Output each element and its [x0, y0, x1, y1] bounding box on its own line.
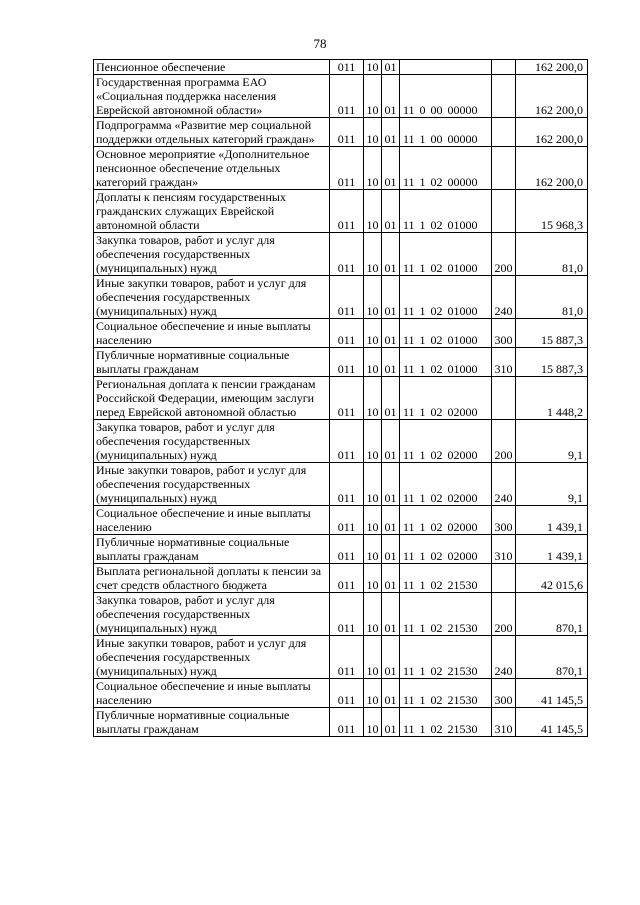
- row-section-code: 10: [364, 377, 382, 420]
- row-expense-type: 240: [492, 636, 516, 679]
- table-row: [94, 636, 588, 679]
- row-subsection-code: 01: [382, 319, 400, 348]
- row-name: Иные закупки товаров, работ и услуг для обеспечения государственных (муниципальных) нужд: [94, 636, 330, 679]
- budget-table: [93, 59, 588, 737]
- page-number: 78: [313, 36, 327, 51]
- row-amount: 162 200,0: [516, 60, 588, 75]
- row-subsection-code: 01: [382, 506, 400, 535]
- row-admin-code: 011: [330, 60, 364, 75]
- row-expense-type: 310: [492, 708, 516, 737]
- row-name: Подпрограмма «Развитие мер социальной поддержки отдельных категорий граждан»: [94, 118, 330, 147]
- row-admin-code: 011: [330, 593, 364, 636]
- row-subsection-code: 01: [382, 535, 400, 564]
- row-amount: 162 200,0: [516, 118, 588, 147]
- table-row: [94, 593, 588, 636]
- row-target-code: 11 1 02 02000: [400, 463, 492, 506]
- row-admin-code: 011: [330, 708, 364, 737]
- row-name: Государственная программа ЕАО «Социальная поддержка населения Еврейской автономной области»: [94, 75, 330, 118]
- row-name: Пенсионное обеспечение: [94, 60, 330, 75]
- row-expense-type: 300: [492, 679, 516, 708]
- row-amount: 41 145,5: [516, 679, 588, 708]
- row-amount: 81,0: [516, 233, 588, 276]
- table-row: [94, 75, 588, 118]
- row-target-code: 11 1 02 01000: [400, 319, 492, 348]
- table-row: [94, 276, 588, 319]
- row-admin-code: 011: [330, 319, 364, 348]
- row-name: Региональная доплата к пенсии гражданам Российской Федерации, имеющим заслуги перед Еврейской автономной областью: [94, 377, 330, 420]
- row-expense-type: 200: [492, 233, 516, 276]
- row-amount: 870,1: [516, 636, 588, 679]
- row-section-code: 10: [364, 118, 382, 147]
- row-subsection-code: 01: [382, 636, 400, 679]
- row-section-code: 10: [364, 276, 382, 319]
- row-target-code: 11 1 02 21530: [400, 636, 492, 679]
- row-target-code: 11 1 02 02000: [400, 506, 492, 535]
- row-section-code: 10: [364, 593, 382, 636]
- row-name: Доплаты к пенсиям государственных гражданских служащих Еврейской автономной области: [94, 190, 330, 233]
- row-target-code: 11 1 02 02000: [400, 535, 492, 564]
- row-expense-type: [492, 377, 516, 420]
- row-subsection-code: 01: [382, 377, 400, 420]
- row-admin-code: 011: [330, 276, 364, 319]
- row-amount: 15 968,3: [516, 190, 588, 233]
- row-subsection-code: 01: [382, 147, 400, 190]
- row-expense-type: 310: [492, 535, 516, 564]
- row-expense-type: 310: [492, 348, 516, 377]
- row-admin-code: 011: [330, 463, 364, 506]
- row-section-code: 10: [364, 75, 382, 118]
- row-admin-code: 011: [330, 636, 364, 679]
- row-subsection-code: 01: [382, 348, 400, 377]
- row-expense-type: [492, 60, 516, 75]
- row-name: Публичные нормативные социальные выплаты гражданам: [94, 708, 330, 737]
- table-row: [94, 535, 588, 564]
- row-target-code: 11 1 02 02000: [400, 377, 492, 420]
- row-admin-code: 011: [330, 190, 364, 233]
- row-target-code: 11 1 02 01000: [400, 276, 492, 319]
- table-row: [94, 377, 588, 420]
- row-subsection-code: 01: [382, 118, 400, 147]
- row-section-code: 10: [364, 190, 382, 233]
- table-row: [94, 319, 588, 348]
- row-section-code: 10: [364, 708, 382, 737]
- row-subsection-code: 01: [382, 593, 400, 636]
- row-amount: 15 887,3: [516, 348, 588, 377]
- row-target-code: 11 1 02 01000: [400, 190, 492, 233]
- row-name: Социальное обеспечение и иные выплаты населению: [94, 679, 330, 708]
- row-target-code: 11 1 02 01000: [400, 348, 492, 377]
- row-admin-code: 011: [330, 377, 364, 420]
- row-target-code: 11 1 02 21530: [400, 679, 492, 708]
- row-subsection-code: 01: [382, 190, 400, 233]
- table-row: [94, 147, 588, 190]
- row-target-code: 11 0 00 00000: [400, 75, 492, 118]
- row-expense-type: 200: [492, 420, 516, 463]
- row-admin-code: 011: [330, 420, 364, 463]
- row-amount: 41 145,5: [516, 708, 588, 737]
- row-name: Закупка товаров, работ и услуг для обеспечения государственных (муниципальных) нужд: [94, 593, 330, 636]
- row-section-code: 10: [364, 420, 382, 463]
- row-amount: 9,1: [516, 420, 588, 463]
- row-name: Социальное обеспечение и иные выплаты населению: [94, 506, 330, 535]
- row-name: Закупка товаров, работ и услуг для обеспечения государственных (муниципальных) нужд: [94, 233, 330, 276]
- row-expense-type: 200: [492, 593, 516, 636]
- row-expense-type: 240: [492, 463, 516, 506]
- row-subsection-code: 01: [382, 420, 400, 463]
- row-expense-type: 300: [492, 319, 516, 348]
- row-admin-code: 011: [330, 233, 364, 276]
- row-expense-type: [492, 118, 516, 147]
- row-admin-code: 011: [330, 679, 364, 708]
- row-target-code: 11 1 00 00000: [400, 118, 492, 147]
- row-admin-code: 011: [330, 118, 364, 147]
- row-expense-type: 300: [492, 506, 516, 535]
- row-expense-type: 240: [492, 276, 516, 319]
- row-section-code: 10: [364, 564, 382, 593]
- row-amount: 162 200,0: [516, 75, 588, 118]
- row-subsection-code: 01: [382, 276, 400, 319]
- row-section-code: 10: [364, 636, 382, 679]
- row-subsection-code: 01: [382, 463, 400, 506]
- row-target-code: 11 1 02 21530: [400, 708, 492, 737]
- row-amount: 870,1: [516, 593, 588, 636]
- row-section-code: 10: [364, 233, 382, 276]
- row-target-code: 11 1 02 21530: [400, 593, 492, 636]
- row-expense-type: [492, 147, 516, 190]
- row-section-code: 10: [364, 348, 382, 377]
- row-name: Выплата региональной доплаты к пенсии за счет средств областного бюджета: [94, 564, 330, 593]
- row-amount: 1 439,1: [516, 535, 588, 564]
- row-section-code: 10: [364, 679, 382, 708]
- table-row: [94, 679, 588, 708]
- row-section-code: 10: [364, 60, 382, 75]
- row-expense-type: [492, 564, 516, 593]
- row-expense-type: [492, 75, 516, 118]
- table-row: [94, 118, 588, 147]
- row-subsection-code: 01: [382, 564, 400, 593]
- row-name: Основное мероприятие «Дополнительное пенсионное обеспечение отдельных категорий граждан»: [94, 147, 330, 190]
- row-subsection-code: 01: [382, 679, 400, 708]
- row-admin-code: 011: [330, 348, 364, 377]
- row-amount: 81,0: [516, 276, 588, 319]
- row-expense-type: [492, 190, 516, 233]
- row-section-code: 10: [364, 319, 382, 348]
- row-name: Иные закупки товаров, работ и услуг для обеспечения государственных (муниципальных) нужд: [94, 463, 330, 506]
- row-amount: 162 200,0: [516, 147, 588, 190]
- row-admin-code: 011: [330, 535, 364, 564]
- row-amount: 1 448,2: [516, 377, 588, 420]
- row-admin-code: 011: [330, 75, 364, 118]
- row-name: Публичные нормативные социальные выплаты гражданам: [94, 535, 330, 564]
- row-section-code: 10: [364, 506, 382, 535]
- row-subsection-code: 01: [382, 708, 400, 737]
- table-row: [94, 420, 588, 463]
- table-row: [94, 190, 588, 233]
- row-amount: 1 439,1: [516, 506, 588, 535]
- row-target-code: 11 1 02 01000: [400, 233, 492, 276]
- row-amount: 9,1: [516, 463, 588, 506]
- table-row: [94, 348, 588, 377]
- table-row: [94, 708, 588, 737]
- row-subsection-code: 01: [382, 233, 400, 276]
- row-admin-code: 011: [330, 147, 364, 190]
- row-subsection-code: 01: [382, 75, 400, 118]
- row-name: Социальное обеспечение и иные выплаты населению: [94, 319, 330, 348]
- row-name: Иные закупки товаров, работ и услуг для обеспечения государственных (муниципальных) нужд: [94, 276, 330, 319]
- budget-table-body: [94, 60, 588, 737]
- row-admin-code: 011: [330, 564, 364, 593]
- row-name: Публичные нормативные социальные выплаты гражданам: [94, 348, 330, 377]
- table-row: [94, 506, 588, 535]
- row-amount: 15 887,3: [516, 319, 588, 348]
- row-target-code: 11 1 02 00000: [400, 147, 492, 190]
- row-target-code: [400, 60, 492, 75]
- row-name: Закупка товаров, работ и услуг для обеспечения государственных (муниципальных) нужд: [94, 420, 330, 463]
- row-amount: 42 015,6: [516, 564, 588, 593]
- row-subsection-code: 01: [382, 60, 400, 75]
- row-section-code: 10: [364, 147, 382, 190]
- row-section-code: 10: [364, 463, 382, 506]
- row-admin-code: 011: [330, 506, 364, 535]
- row-target-code: 11 1 02 21530: [400, 564, 492, 593]
- row-target-code: 11 1 02 02000: [400, 420, 492, 463]
- table-row: [94, 233, 588, 276]
- table-row: [94, 564, 588, 593]
- row-section-code: 10: [364, 535, 382, 564]
- table-row: [94, 463, 588, 506]
- table-row: [94, 60, 588, 75]
